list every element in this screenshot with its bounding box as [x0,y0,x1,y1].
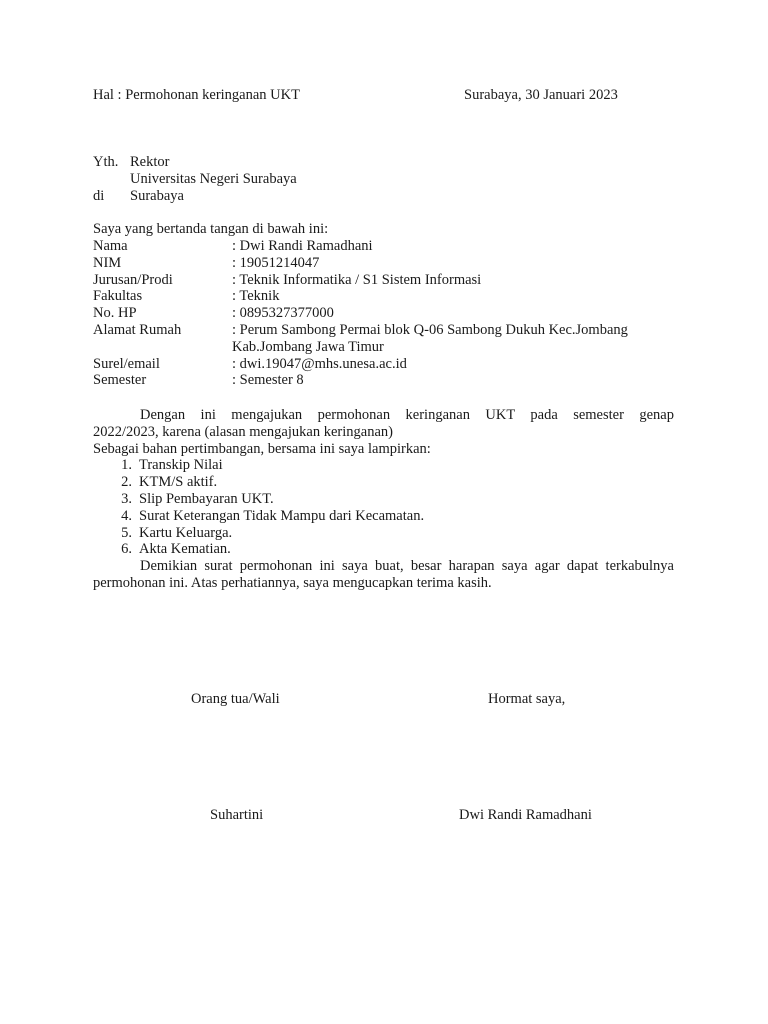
list-item [93,525,674,542]
list-item [93,491,674,508]
field-row [93,372,674,389]
field-label-jurusan: Jurusan/Prodi [93,271,173,288]
closing-line2: permohonan ini. Atas perhatiannya, saya mengucapkan terima kasih. [93,574,492,591]
field-label-semester: Semester [93,372,147,389]
signature-left-name: Suhartini [210,807,264,823]
field-row [93,288,674,305]
field-value-nim: : 19051214047 [232,254,320,271]
field-value-semester: : Semester 8 [232,372,304,389]
recipient-title: Rektor [130,154,170,170]
field-value-hp: : 0895327377000 [232,305,334,322]
list-item-number: 3. [121,490,132,507]
recipient-yth: Yth. [93,154,119,170]
field-row [93,322,674,339]
list-item [93,508,674,525]
list-item-text: Surat Keterangan Tidak Mampu dari Kecamatan. [139,507,425,524]
field-value-jurusan: : Teknik Informatika / S1 Sistem Informasi [232,271,482,288]
list-item-text: Transkip Nilai [139,457,223,474]
closing-line1: Demikian surat permohonan ini saya buat, besar harapan saya agar dapat terkabulnya [140,558,674,575]
list-item [93,474,674,491]
field-label-alamat: Alamat Rumah [93,321,182,338]
field-row [93,339,674,356]
field-value-alamat: : Perum Sambong Permai blok Q-06 Sambong Dukuh Kec.Jombang [232,321,628,338]
attachments-intro: Sebagai bahan pertimbangan, bersama ini saya lampirkan: [93,440,431,457]
list-item [93,457,674,474]
body-paragraph [93,407,674,592]
signature-right-name: Dwi Randi Ramadhani [459,807,592,823]
list-item-number: 2. [121,474,132,491]
list-item-number: 6. [121,541,132,558]
list-item-text: Kartu Keluarga. [139,524,233,541]
identity-fields [93,238,674,389]
field-row [93,238,674,255]
body-para1-line1: Dengan ini mengajukan permohonan keringanan UKT pada semester genap [140,407,674,423]
field-row [93,356,674,373]
letter-subject: Hal : Permohonan keringanan UKT [93,87,300,103]
signature-left-title: Orang tua/Wali [191,691,280,707]
intro-text: Saya yang bertanda tangan di bawah ini: [93,221,329,237]
recipient-di: di [93,188,105,204]
field-value-alamat-cont: Kab.Jombang Jawa Timur [232,338,384,355]
field-row [93,272,674,289]
list-item-number: 1. [121,457,132,474]
field-row [93,305,674,322]
list-item-text: Slip Pembayaran UKT. [139,490,274,507]
list-item-number: 4. [121,507,132,524]
list-item-text: Akta Kematian. [139,541,231,558]
recipient-institution: Universitas Negeri Surabaya [130,171,297,187]
body-para1-line2: 2022/2023, karena (alasan mengajukan keringanan) [93,423,393,440]
field-label-hp: No. HP [93,305,137,322]
list-item [93,541,674,558]
list-item-number: 5. [121,524,132,541]
field-label-nama: Nama [93,238,128,254]
field-label-alamat-cont [93,339,232,356]
field-value-nama: : Dwi Randi Ramadhani [232,238,373,254]
list-item-text: KTM/S aktif. [139,474,218,491]
attachments-list [93,457,674,558]
signature-right-title: Hormat saya, [488,691,566,707]
field-label-fakultas: Fakultas [93,288,143,305]
field-label-email: Surel/email [93,355,160,372]
letter-place-date: Surabaya, 30 Januari 2023 [464,87,618,103]
recipient-city: Surabaya [130,188,184,204]
field-value-fakultas: : Teknik [232,288,280,305]
field-row [93,255,674,272]
field-label-nim: NIM [93,254,122,271]
field-value-email: : dwi.19047@mhs.unesa.ac.id [232,355,407,372]
